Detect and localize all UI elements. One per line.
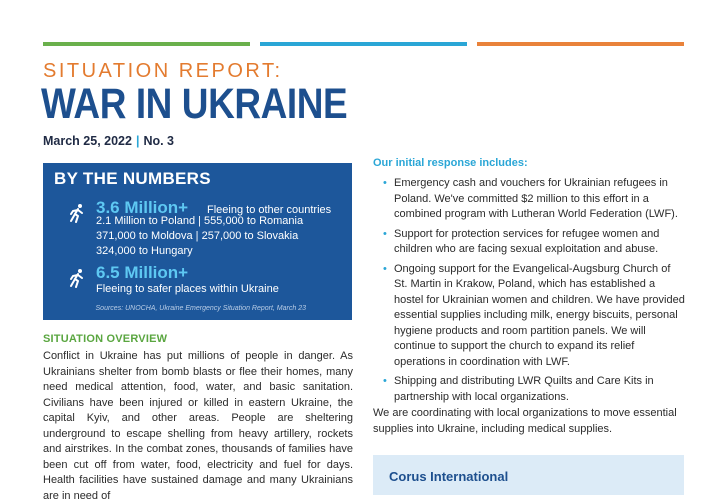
list-item: • Shipping and distributing LWR Quilts and Care Kits in partnership with local organizations. <box>373 374 685 405</box>
overview-text: Conflict in Ukraine has put millions of people in danger. As Ukrainians shelter from bomb blasts or flee their homes, many need medical attention, food, water, and basic sanitation. Civilians have been injured or killed in eastern Ukraine, the capital Kyiv, and other areas. People are sheltering underground to escape shelling from heavy artillery, rockets and airstrikes. In the combat zones, thousands of families have been cut off from water, food, electricity and fuel for days. Health facilities have sustained damage and many Ukrainians are in need of <box>43 350 353 502</box>
response-list <box>373 176 685 409</box>
fleeing-person-icon <box>67 203 87 223</box>
report-date: March 25, 2022 <box>43 134 132 148</box>
list-item: • Ongoing support for the Evangelical-Augsburg Church of St. Martin in Krakow, Poland, which has established a hostel for Ukrainian women and children. We have provided essential supplies including milk, energy biscuits, personal hygiene products and room partition panels. We will continue to support the church to expand its relief operations in coordination with LWF. <box>373 262 685 371</box>
list-item: • Emergency cash and vouchers for Ukrainian refugees in Poland. We've committed $2 million to this effort in a combined program with Lutheran World Federation (LWF). <box>373 176 685 223</box>
source-note: Sources: UNOCHA, Ukraine Emergency Situation Report, March 23 <box>95 305 306 312</box>
issue-number: No. 3 <box>143 134 175 148</box>
accent-bar-green <box>43 42 250 46</box>
dateline-separator: | <box>135 134 140 148</box>
numbers-title: BY THE NUMBERS <box>54 169 211 188</box>
accent-bar-blue <box>260 42 467 46</box>
stat-detail-line: 371,000 to Moldova | 257,000 to Slovakia <box>96 230 299 242</box>
accent-bar-orange <box>477 42 684 46</box>
corus-callout-box <box>373 455 684 495</box>
response-title: Our initial response includes: <box>373 157 528 169</box>
page-title: WAR IN UKRAINE <box>41 80 348 128</box>
closing-paragraph: We are coordinating with local organizations to move essential supplies into Ukraine, including medical supplies. <box>373 407 677 435</box>
callout-title: Corus International <box>389 469 509 484</box>
by-the-numbers-box <box>43 163 352 320</box>
section-title-overview: SITUATION OVERVIEW <box>43 333 168 345</box>
fleeing-person-icon <box>67 268 87 288</box>
list-item: • Support for protection services for refugee women and children who are facing sexual exploitation and abuse. <box>373 227 685 258</box>
dateline <box>43 134 174 148</box>
stat-value: 3.6 Million+ <box>96 198 189 217</box>
stat-caption: Fleeing to other countries <box>207 204 332 216</box>
stat-detail-line: 324,000 to Hungary <box>96 245 193 257</box>
stat-detail-line: 2.1 Million to Poland | 555,000 to Romania <box>96 215 304 227</box>
report-kicker: SITUATION REPORT: <box>43 60 283 82</box>
stat-caption: Fleeing to safer places within Ukraine <box>96 283 279 295</box>
stat-value: 6.5 Million+ <box>96 263 189 282</box>
